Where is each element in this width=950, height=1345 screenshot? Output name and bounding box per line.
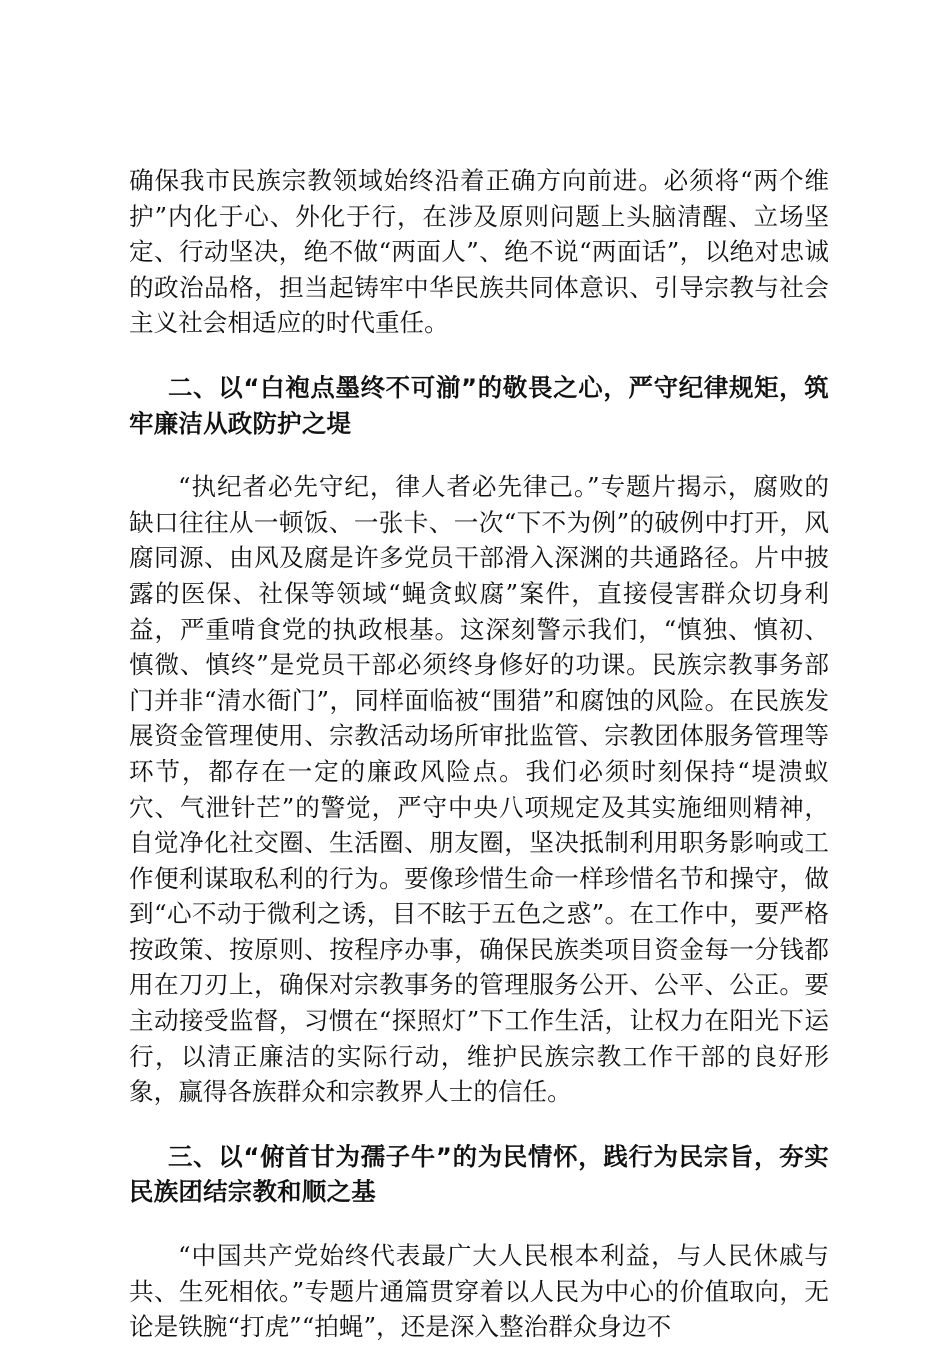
section-heading-3: 三、以“俯首甘为孺子牛”的为民情怀，践行为民宗旨，夯实民族团结宗教和顺之基 — [129, 1141, 829, 1207]
section-heading-2: 二、以“白袍点墨终不可湔”的敬畏之心，严守纪律规矩，筑牢廉洁从政防护之堤 — [129, 372, 829, 438]
spacer — [129, 341, 829, 370]
spacer — [129, 1110, 829, 1139]
spacer — [129, 441, 829, 469]
body-paragraph-3: “中国共产党始终代表最广大人民根本利益，与人民休戚与共、生死相依。”专题片通篇贯穿着以人民为中心的价值取向，无论是铁腕“打虎”“拍蝇”，还是深入整治群众身边不 — [129, 1241, 829, 1342]
body-paragraph-1: 确保我市民族宗教领域始终沿着正确方向前进。必须将“两个维护”内化于心、外化于行，在涉及原则问题上头脑清醒、立场坚定、行动坚决，绝不做“两面人”、绝不说“两面话”，以绝对忠诚的政治品格，担当起铸牢中华民族共同体意识、引导宗教与社会主义社会相适应的时代重任。 — [129, 166, 829, 338]
body-paragraph-2: “执纪者必先守纪，律人者必先律己。”专题片揭示，腐败的缺口往往从一顿饭、一张卡、一次“下不为例”的破例中打开，风腐同源、由风及腐是许多党员干部滑入深渊的共通路径。片中披露的医保、社保等领域“蝇贪蚁腐”案件，直接侵害群众切身利益，严重啃食党的执政根基。这深刻警示我们，“慎独、慎初、慎微、慎终”是党员干部必须终身修好的功课。民族宗教事务部门并非“清水衙门”，同样面临被“围猎”和腐蚀的风险。在民族发展资金管理使用、宗教活动场所审批监管、宗教团体服务管理等环节，都存在一定的廉政风险点。我们必须时刻保持“堤溃蚁穴、气泄针芒”的警觉，严守中央八项规定及其实施细则精神，自觉净化社交圈、生活圈、朋友圈，坚决抵制利用职务影响或工作便利谋取私利的行为。要像珍惜生命一样珍惜名节和操守，做到“心不动于微利之诱，目不眩于五色之惑”。在工作中，要严格按政策、按原则、按程序办事，确保民族类项目资金每一分钱都用在刀刃上，确保对宗教事务的管理服务公开、公平、公正。要主动接受监督，习惯在“探照灯”下工作生活，让权力在阳光下运行，以清正廉洁的实际行动，维护民族宗教工作干部的良好形象，赢得各族群众和宗教界人士的信任。 — [129, 472, 829, 1107]
document-page — [129, 163, 829, 1345]
spacer — [129, 1210, 829, 1238]
